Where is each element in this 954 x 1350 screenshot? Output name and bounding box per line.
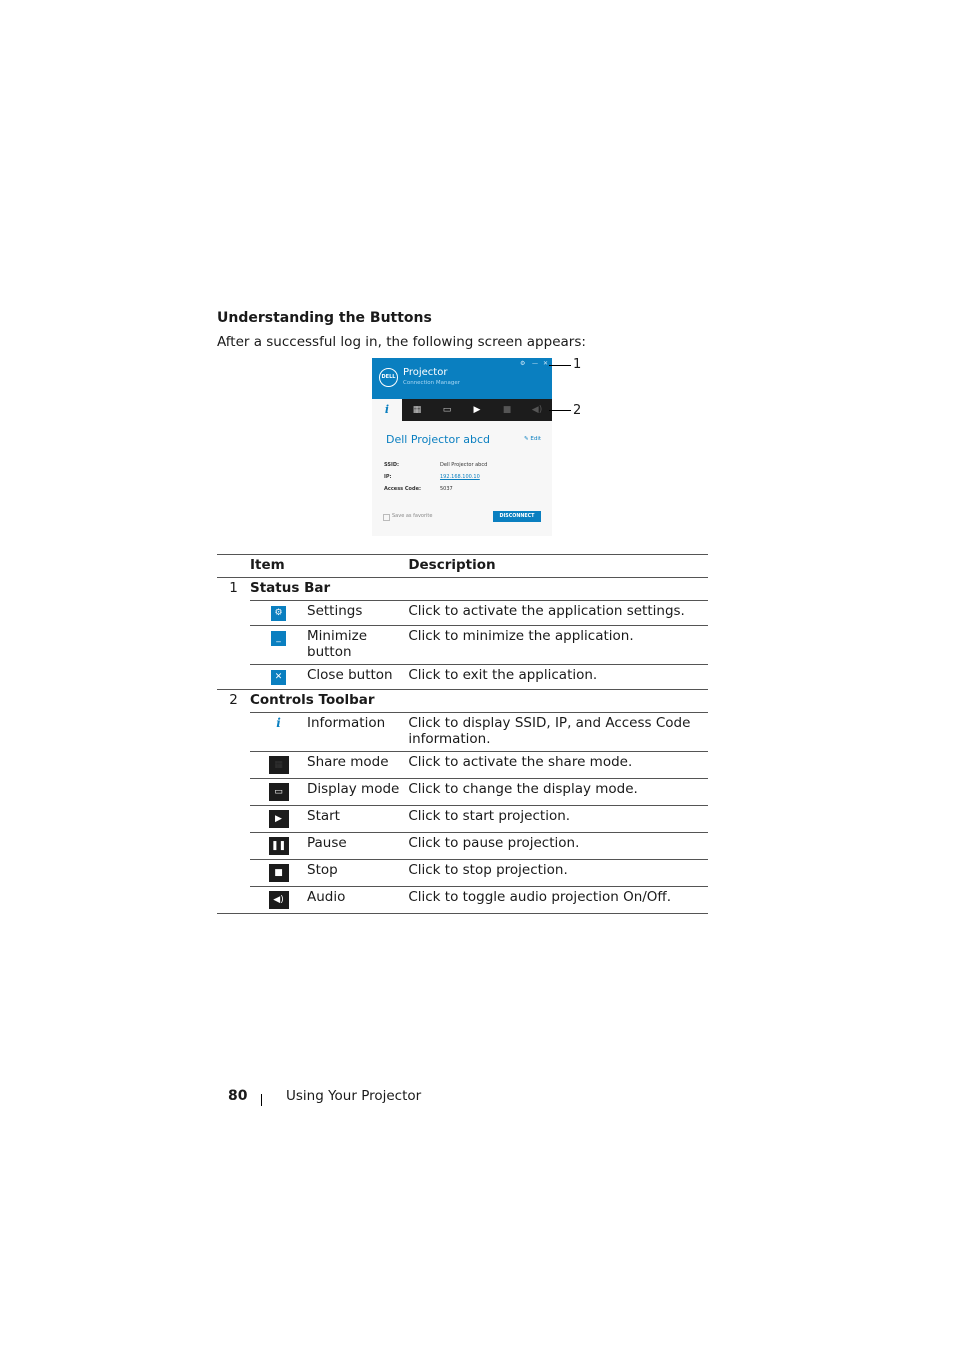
play-icon: ▶ bbox=[269, 810, 289, 828]
table-row bbox=[217, 713, 708, 752]
favorite-checkbox[interactable] bbox=[383, 514, 390, 521]
col-description: Description bbox=[408, 555, 708, 578]
access-code-value: 5037 bbox=[440, 486, 453, 492]
col-item: Item bbox=[250, 555, 408, 578]
dell-logo: DELL bbox=[379, 368, 398, 387]
buttons-table bbox=[217, 554, 708, 914]
item-name: Pause bbox=[307, 833, 408, 860]
ip-label: IP: bbox=[384, 474, 392, 480]
section-title: Status Bar bbox=[250, 578, 708, 601]
section-heading: Understanding the Buttons bbox=[217, 310, 432, 326]
table-row bbox=[217, 665, 708, 690]
callout-2: 2 bbox=[573, 403, 582, 418]
gear-icon[interactable]: ⚙ bbox=[520, 360, 526, 367]
ssid-label: SSID: bbox=[384, 462, 399, 468]
intro-text: After a successful log in, the following screen appears: bbox=[217, 334, 586, 350]
footer-section: Using Your Projector bbox=[286, 1088, 422, 1104]
speaker-icon[interactable]: ◀) bbox=[531, 405, 543, 415]
section-number: 1 bbox=[229, 580, 238, 596]
info-icon[interactable]: i bbox=[372, 399, 402, 421]
item-name: Information bbox=[307, 713, 408, 752]
item-description: Click to exit the application. bbox=[408, 665, 708, 690]
table-row bbox=[217, 860, 708, 887]
item-description: Click to display SSID, IP, and Access Code information. bbox=[408, 713, 708, 752]
share-mode-icon[interactable]: ▦ bbox=[412, 405, 422, 415]
disconnect-button[interactable]: DISCONNECT bbox=[493, 511, 541, 522]
speaker-icon: ◀) bbox=[269, 891, 289, 909]
table-header bbox=[217, 555, 708, 578]
table-row bbox=[217, 833, 708, 860]
table-row bbox=[217, 626, 708, 665]
projector-name: Dell Projector abcd bbox=[386, 433, 490, 446]
footer-divider bbox=[261, 1094, 262, 1106]
item-description: Click to activate the application settings. bbox=[408, 601, 708, 626]
edit-link[interactable]: ✎ Edit bbox=[524, 436, 542, 442]
item-name: Audio bbox=[307, 887, 408, 914]
table-row bbox=[217, 779, 708, 806]
item-name: Display mode bbox=[307, 779, 408, 806]
share-mode-icon: ▦ bbox=[269, 756, 289, 774]
item-name: Start bbox=[307, 806, 408, 833]
minimize-icon[interactable]: — bbox=[532, 360, 538, 367]
close-icon: ✕ bbox=[271, 670, 286, 685]
callout-1: 1 bbox=[573, 357, 582, 372]
info-icon: i bbox=[276, 716, 281, 730]
section-title: Controls Toolbar bbox=[250, 690, 708, 713]
controls-toolbar bbox=[372, 399, 552, 421]
item-description: Click to pause projection. bbox=[408, 833, 708, 860]
item-description: Click to start projection. bbox=[408, 806, 708, 833]
edit-label: Edit bbox=[530, 436, 542, 442]
status-bar bbox=[372, 358, 552, 399]
section-row bbox=[217, 690, 708, 713]
table-row bbox=[217, 752, 708, 779]
display-mode-icon: ▭ bbox=[269, 783, 289, 801]
callout-line-2 bbox=[549, 410, 571, 411]
item-name: Stop bbox=[307, 860, 408, 887]
display-mode-icon[interactable]: ▭ bbox=[442, 405, 452, 415]
item-name: Close button bbox=[307, 665, 408, 690]
ip-value[interactable]: 192.168.100.10 bbox=[440, 474, 480, 480]
table-row bbox=[217, 601, 708, 626]
access-code-label: Access Code: bbox=[384, 486, 421, 492]
item-name: Share mode bbox=[307, 752, 408, 779]
table-row bbox=[217, 887, 708, 914]
app-subtitle: Connection Manager bbox=[403, 380, 460, 386]
table-row bbox=[217, 806, 708, 833]
gear-icon: ⚙ bbox=[271, 606, 286, 621]
item-description: Click to change the display mode. bbox=[408, 779, 708, 806]
minimize-icon: _ bbox=[271, 631, 286, 646]
item-description: Click to minimize the application. bbox=[408, 626, 708, 665]
section-number: 2 bbox=[229, 692, 238, 708]
play-icon[interactable]: ▶ bbox=[473, 405, 481, 415]
stop-icon[interactable]: ■ bbox=[502, 405, 512, 415]
pause-icon: ❚❚ bbox=[269, 837, 289, 855]
item-description: Click to toggle audio projection On/Off. bbox=[408, 887, 708, 914]
item-description: Click to stop projection. bbox=[408, 860, 708, 887]
app-window bbox=[372, 358, 552, 536]
section-row bbox=[217, 578, 708, 601]
item-name: Minimize button bbox=[307, 626, 408, 665]
favorite-label: Save as favorite bbox=[392, 513, 433, 519]
item-description: Click to activate the share mode. bbox=[408, 752, 708, 779]
page-number: 80 bbox=[228, 1088, 248, 1104]
item-name: Settings bbox=[307, 601, 408, 626]
stop-icon: ■ bbox=[269, 864, 289, 882]
close-icon[interactable]: ✕ bbox=[543, 360, 549, 367]
ssid-value: Dell Projector abcd bbox=[440, 462, 488, 468]
callout-line-1 bbox=[549, 365, 571, 366]
app-title: Projector bbox=[403, 367, 448, 378]
